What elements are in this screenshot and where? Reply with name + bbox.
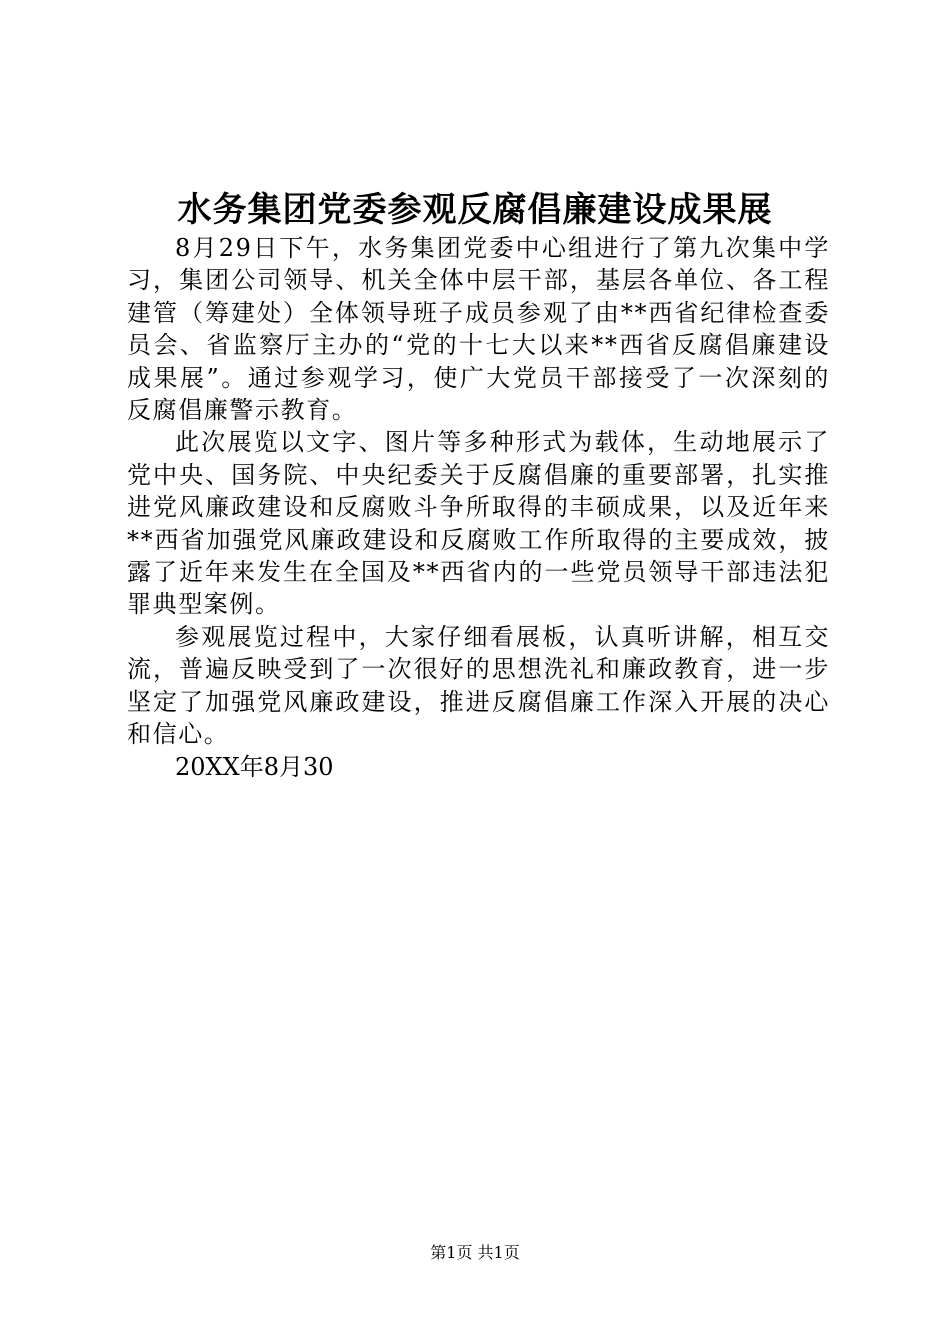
- page-footer: 第1页 共1页: [430, 1243, 520, 1262]
- document-body: [127, 232, 830, 783]
- document-date: 20XX年8月30: [175, 752, 334, 781]
- document-title: 水务集团党委参观反腐倡廉建设成果展: [177, 190, 773, 230]
- paragraph-3: 参观展览过程中，大家仔细看展板，认真听讲解，相互交流，普遍反映受到了一次很好的思想洗礼和廉政教育，进一步坚定了加强党风廉政建设，推进反腐倡廉工作深入开展的决心和信心。: [127, 622, 830, 749]
- paragraph-2: 此次展览以文字、图片等多种形式为载体，生动地展示了党中央、国务院、中央纪委关于反腐倡廉的重要部署，扎实推进党风廉政建设和反腐败斗争所取得的丰硕成果，以及近年来**西省加强党风廉政建设和反腐败工作所取得的主要成效，披露了近年来发生在全国及**西省内的一些党员领导干部违法犯罪典型案例。: [127, 428, 830, 619]
- paragraph-1: 8月29日下午，水务集团党委中心组进行了第九次集中学习，集团公司领导、机关全体中层干部，基层各单位、各工程建管（筹建处）全体领导班子成员参观了由**西省纪律检查委员会、省监察厅主办的“党的十七大以来**西省反腐倡廉建设成果展”。通过参观学习，使广大党员干部接受了一次深刻的反腐倡廉警示教育。: [127, 234, 830, 425]
